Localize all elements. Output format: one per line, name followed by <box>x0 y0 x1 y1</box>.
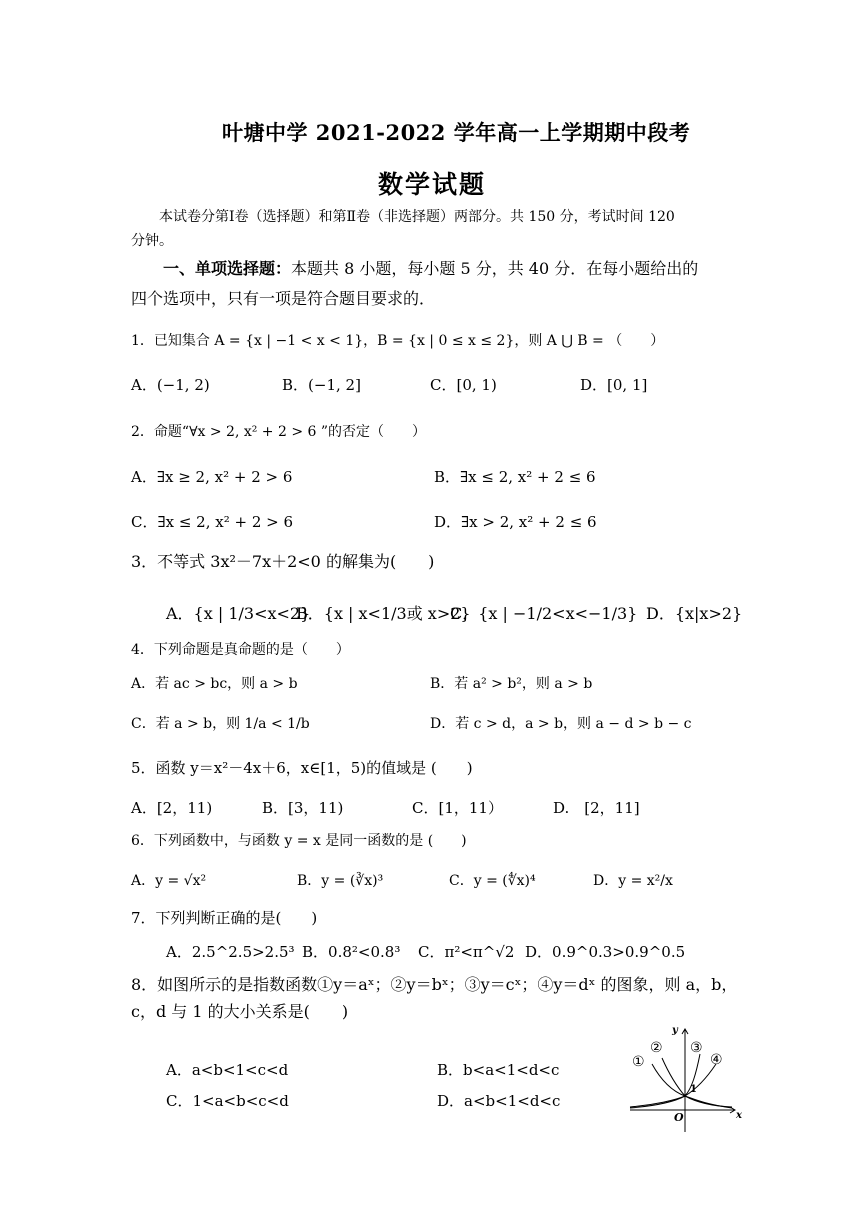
q4-option-a: A．若 ac > bc，则 a > b <box>131 676 298 692</box>
question-8-stem-line1: 8．如图所示的是指数函数①y＝aˣ；②y＝bˣ；③y＝cˣ；④y＝dˣ 的图象，则 a，b， <box>131 975 738 994</box>
question-4-stem: 4．下列命题是真命题的是（ ） <box>131 642 350 658</box>
curve-label-2: ② <box>650 1040 663 1056</box>
q5-option-c: C．[1，11） <box>412 799 503 817</box>
school-title: 叶塘中学 2021-2022 学年高一上学期期中段考 <box>222 120 691 145</box>
question-2-stem: 2．命题“∀x > 2, x² + 2 > 6 ”的否定（ ） <box>131 424 427 440</box>
q3-option-a: A．{x | 1/3<x<2} <box>166 604 311 623</box>
q3-option-d: D．{x|x>2} <box>646 604 743 623</box>
q8-option-b: B．b<a<1<d<c <box>437 1061 560 1079</box>
question-7-stem: 7．下列判断正确的是( ) <box>131 909 318 927</box>
question-5-stem: 5．函数 y＝x²－4x＋6，x∈[1，5)的值域是 ( ) <box>131 759 473 777</box>
q8-option-c: C．1<a<b<c<d <box>166 1092 289 1110</box>
q7-option-b: B．0.8²<0.8³ <box>302 943 401 961</box>
q6-option-d: D．y = x²/x <box>593 873 673 889</box>
q7-option-a: A．2.5^2.5>2.5³ <box>166 943 295 961</box>
axis-label-x: x <box>736 1110 742 1121</box>
intro-line1: 本试卷分第Ⅰ卷（选择题）和第Ⅱ卷（非选择题）两部分。共 150 分，考试时间 120 <box>159 209 675 225</box>
q1-option-d: D．[0, 1] <box>580 376 648 394</box>
q2-option-c: C．∃x ≤ 2, x² + 2 > 6 <box>131 513 294 531</box>
q5-option-b: B．[3，11) <box>262 799 344 817</box>
point-one-label: 1 <box>690 1084 697 1095</box>
subject-title: 数学试题 <box>378 170 487 199</box>
question-8-stem-line2: c，d 与 1 的大小关系是( ) <box>131 1002 349 1021</box>
question-1-stem: 1．已知集合 A = {x | −1 < x < 1}，B = {x | 0 ≤ x ≤ 2}，则 A ⋃ B = （ ） <box>131 333 665 349</box>
q3-option-c: C．{x | −1/2<x<−1/3} <box>450 604 638 623</box>
q3-option-b: B．{x | x<1/3或 x>2} <box>296 604 471 623</box>
section-heading <box>131 254 751 314</box>
q5-option-d: D. [2，11] <box>553 799 640 817</box>
q2-option-b: B．∃x ≤ 2, x² + 2 ≤ 6 <box>434 468 596 486</box>
axis-label-y: y <box>672 1025 678 1036</box>
curve-label-1: ① <box>632 1054 645 1070</box>
intro-line2: 分钟。 <box>131 233 173 249</box>
q7-option-d: D．0.9^0.3>0.9^0.5 <box>525 943 686 961</box>
curve-label-3: ③ <box>690 1040 703 1056</box>
q8-option-d: D．a<b<1<d<c <box>437 1092 561 1110</box>
q4-option-d: D．若 c > d，a > b，则 a − d > b − c <box>430 716 692 732</box>
q7-option-c: C．π²<π^√2 <box>418 943 515 961</box>
q1-option-a: A．(−1, 2) <box>131 376 210 394</box>
curve-label-4: ④ <box>710 1052 723 1068</box>
q5-option-a: A．[2，11) <box>131 799 213 817</box>
q2-option-a: A．∃x ≥ 2, x² + 2 > 6 <box>131 468 293 486</box>
q2-option-d: D．∃x > 2, x² + 2 ≤ 6 <box>434 513 597 531</box>
q1-option-c: C．[0, 1) <box>430 376 497 394</box>
q1-option-b: B．(−1, 2] <box>282 376 361 394</box>
section-text-line1: 本题共 8 小题，每小题 5 分，共 40 分．在每小题给出的 <box>291 259 699 278</box>
section-label: 一、单项选择题： <box>163 259 292 278</box>
q4-option-c: C．若 a > b，则 1/a < 1/b <box>131 716 310 732</box>
q4-option-b: B．若 a² > b²，则 a > b <box>430 676 593 692</box>
q6-option-a: A．y = √x² <box>131 873 207 889</box>
question-3-stem: 3．不等式 3x²－7x＋2<0 的解集为( ) <box>131 552 435 571</box>
exam-intro <box>131 205 751 253</box>
question-6-stem: 6．下列函数中，与函数 y = x 是同一函数的是 ( ) <box>131 833 467 849</box>
section-text-line2: 四个选项中，只有一项是符合题目要求的． <box>131 289 436 308</box>
q6-option-b: B．y = (∛x)³ <box>297 873 384 889</box>
q8-option-a: A．a<b<1<c<d <box>166 1061 289 1079</box>
origin-label: O <box>674 1111 684 1124</box>
exponential-graph-figure <box>624 1024 770 1136</box>
q6-option-c: C．y = (∜x)⁴ <box>449 873 536 889</box>
